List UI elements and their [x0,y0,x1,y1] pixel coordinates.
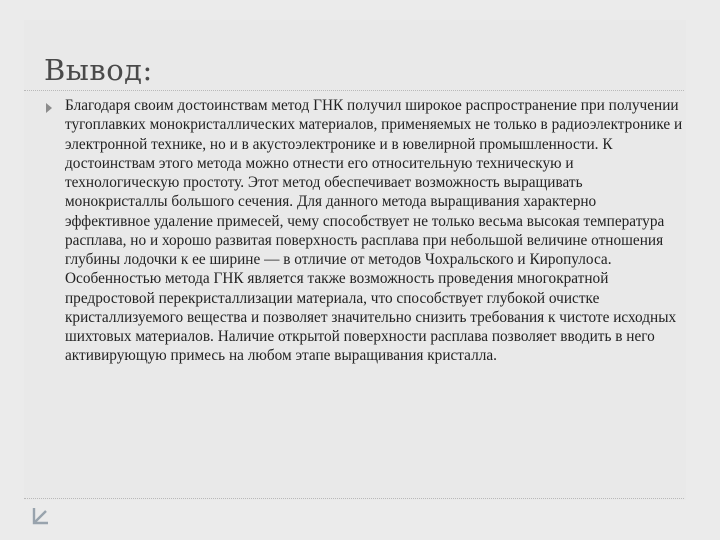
body-paragraph: Благодаря своим достоинствам метод ГНК получил широкое распространение при получении тугоплавких монокристаллических материалов, применяемых не только в радиоэлектронике и электронной технике, но и в акустоэлектронике и в ювелирной промышленности. К достоинствам этого метода можно отнести его относительную техническую и технологическую простоту. Этот метод обеспечивает возможность выращивать монокристаллы большого сечения. Для данного метода выращивания характерно эффективное удаление примесей, чему способствует не только весьма высокая температура расплава, но и хорошо развитая поверхность расплава при небольшой величине отношения глубины лодочки к ее ширине — в отличие от методов Чохральского и Киропулоса. Особенностью метода ГНК является также возможность проведения многократной предростовой перекристаллизации материала, что способствует глубокой очистке кристаллизуемого вещества и позволяет значительно снизить требования к чистоте исходных шихтовых материалов. Наличие открытой поверхности расплава позволяет вводить в него активирующую примесь на любом этапе выращивания кристалла. [65,97,683,365]
slide-title: Вывод: [44,53,153,87]
corner-arrow-icon [30,505,52,527]
title-divider [24,90,684,91]
triangle-bullet-icon [46,103,52,113]
bottom-divider [24,498,684,499]
